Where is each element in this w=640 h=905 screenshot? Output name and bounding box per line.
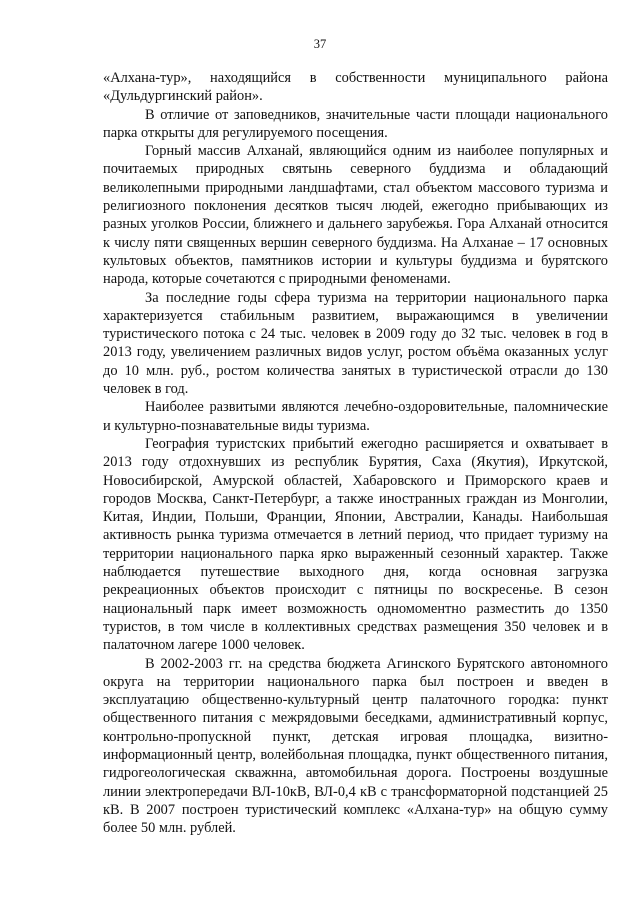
paragraph: За последние годы сфера туризма на территории национального парка характеризуется стабильным развитием, выражающимся в увеличении туристического потока с 24 тыс. человек в 2009 году до 32 тыс. человек в год в 2013 году, увеличением различных видов услуг, ростом объёма оказанных услуг до 10 млн. руб., ростом количества занятых в туристической отрасли до 130 человек в год. — [103, 289, 608, 398]
paragraph-continuation: «Алхана-тур», находящийся в собственности муниципального района «Дульдургинский район». — [103, 70, 608, 105]
paragraph: География туристских прибытий ежегодно расширяется и охватывает в 2013 году отдохнувших из республик Бурятия, Саха (Якутия), Иркутской, Новосибирской, Амурской областей, Хабаровского и Приморского краев и городов Москва, Санкт-Петербург, а также иностранных граждан из Монголии, Китая, Индии, Польши, Франции, Японии, Австралии, Канады. Наибольшая активность рынка туризма отмечается в летний период, что придает туризму на территории национального парка ярко выраженный сезонный характер. Также наблюдается путешествие выходного дня, когда основная загрузка рекреационных объектов происходит с пятницы по воскресенье. В сезон национальный парк имеет возможность одномоментно разместить до 1350 туристов, в том числе в коллективных средствах размещения 350 человек и в палаточном лагере 1000 человек. — [103, 435, 608, 654]
paragraph: В 2002-2003 гг. на средства бюджета Агинского Бурятского автономного округа на территории национального парка был построен и введен в эксплуатацию общественно-культурный центр палаточного городка: пункт общественного питания с межрядовыми беседками, административный корпус, контрольно-пропускной пункт, детская игровая площадка, визитно-информационный центр, волейбольная площадка, пункт общественного питания, гидрогеологическая скважнна, автомобильная дорога. Построены воздушные линии электропередачи ВЛ-10кВ, ВЛ-0,4 кВ с трансформаторной подстанцией 25 кВ. В 2007 построен туристический комплекс «Алхана-тур» на общую сумму более 50 млн. рублей. — [103, 655, 608, 837]
paragraph: В отличие от заповедников, значительные части площади национального парка открыты для регулируемого посещения. — [103, 106, 608, 141]
page-number: 37 — [313, 37, 327, 51]
paragraph: Горный массив Алханай, являющийся одним из наиболее популярных и почитаемых природных святынь северного буддизма и обладающий великолепными природными ландшафтами, стал объектом массового туризма и религиозного поклонения десятков тысяч людей, ежегодно прибывающих из разных уголков России, ближнего и дальнего зарубежья. Гора Алханай относится к числу пяти священных вершин северного буддизма. На Алханае – 17 основных культовых объектов, памятников истории и культуры буддизма и бурятского народа, которые сочетаются с природными феноменами. — [103, 143, 608, 288]
document-body — [103, 69, 608, 837]
paragraph: Наиболее развитыми являются лечебно-оздоровительные, паломнические и культурно-познавательные виды туризма. — [103, 399, 608, 434]
